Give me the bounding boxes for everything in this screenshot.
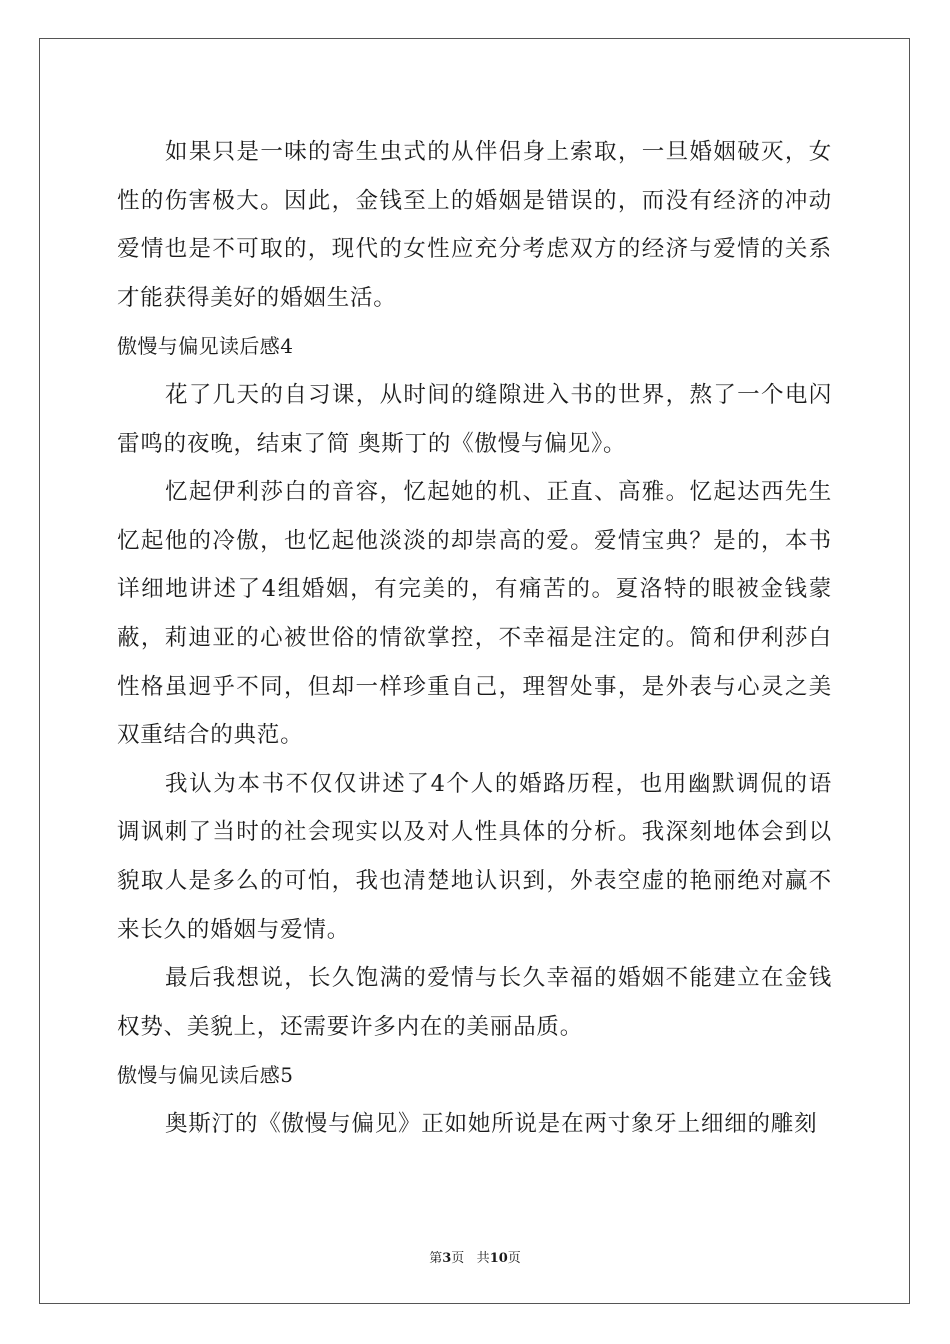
paragraph: 忆起伊利莎白的音容，忆起她的机、正直、高雅。忆起达西先生忆起他的冷傲，也忆起他淡淡的却崇高的爱。爱情宝典？是的，本书详细地讲述了4组婚姻，有完美的，有痛苦的。夏洛特的眼被金钱蒙蔽，莉迪亚的心被世俗的情欲掌控，不幸福是注定的。简和伊利莎白性格虽迥乎不同，但却一样珍重自己，理智处事，是外表与心灵之美双重结合的典范。 xyxy=(117,479,832,749)
paragraph: 花了几天的自习课，从时间的缝隙进入书的世界，熬了一个电闪雷鸣的夜晚，结束了简 奥斯丁的《傲慢与偏见》。 xyxy=(117,381,832,457)
total-prefix: 共 xyxy=(476,1251,490,1266)
page-unit: 页 xyxy=(451,1251,465,1266)
page-footer xyxy=(0,1247,950,1266)
total-unit: 页 xyxy=(507,1251,521,1266)
page-total: 10 xyxy=(489,1251,508,1266)
paragraph: 奥斯汀的《傲慢与偏见》正如她所说是在两寸象牙上细细的雕刻 xyxy=(165,1110,818,1137)
paragraph: 我认为本书不仅仅讲述了4个人的婚路历程，也用幽默调侃的语调讽刺了当时的社会现实以及对人性具体的分析。我深刻地体会到以貌取人是多么的可怕，我也清楚地认识到，外表空虚的艳丽绝对赢不来长久的婚姻与爱情。 xyxy=(117,770,832,943)
page-current: 3 xyxy=(442,1251,452,1266)
section-heading: 傲慢与偏见读后感5 xyxy=(117,1063,294,1088)
paragraph: 如果只是一味的寄生虫式的从伴侣身上索取，一旦婚姻破灭，女性的伤害极大。因此，金钱至上的婚姻是错误的，而没有经济的冲动爱情也是不可取的，现代的女性应充分考虑双方的经济与爱情的关系才能获得美好的婚姻生活。 xyxy=(117,139,832,311)
document-body xyxy=(117,128,832,1148)
paragraph: 最后我想说，长久饱满的爱情与长久幸福的婚姻不能建立在金钱权势、美貌上，还需要许多内在的美丽品质。 xyxy=(117,965,832,1040)
section-heading: 傲慢与偏见读后感4 xyxy=(117,334,294,359)
page-prefix: 第 xyxy=(429,1251,443,1266)
